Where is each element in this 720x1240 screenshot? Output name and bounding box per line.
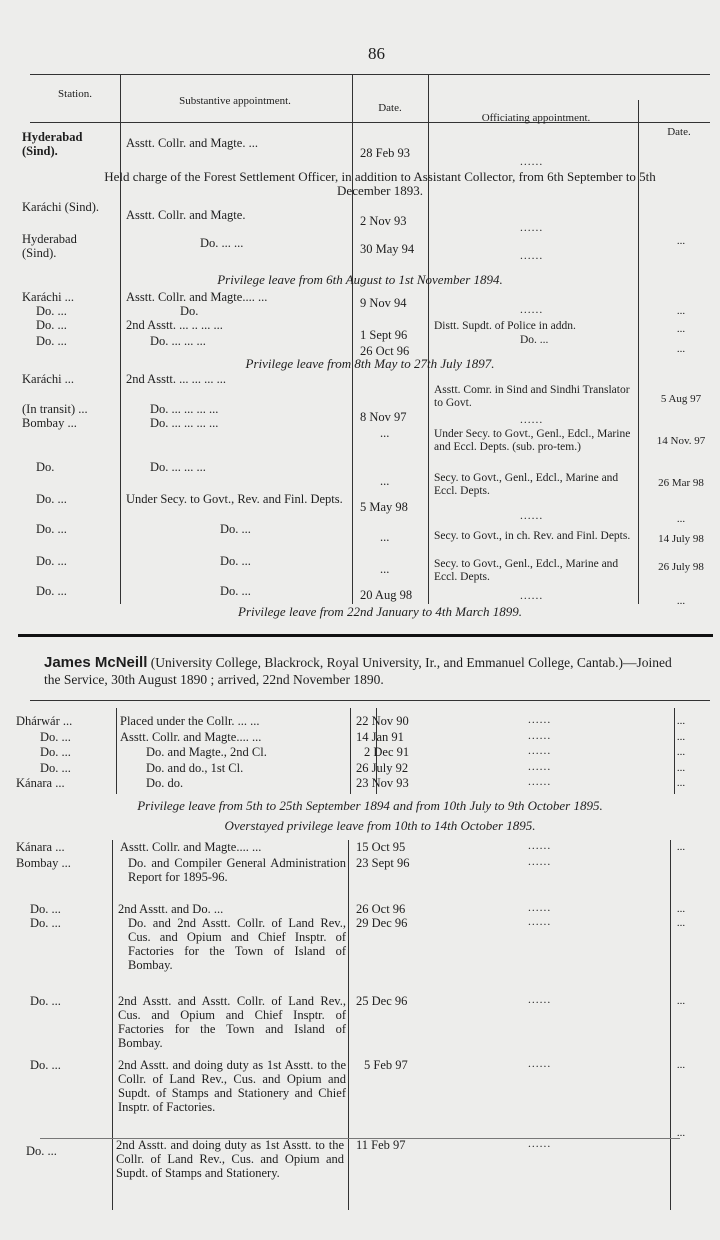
- section2-top-rule: [30, 700, 710, 701]
- table-row: [0, 916, 720, 992]
- substantive-cell: Do. ... ... ...: [150, 460, 206, 474]
- substantive-cell: Do. ... ... ... ...: [150, 402, 219, 416]
- substantive-cell: 2nd Asstt. ... ... ... ...: [126, 372, 227, 386]
- date-cell: 2 Nov 93: [360, 214, 407, 228]
- officiating-cell: ......: [528, 761, 552, 773]
- officer-entry: [44, 654, 684, 688]
- substantive-cell: Do. and Magte., 2nd Cl.: [146, 745, 267, 759]
- date2-cell: ...: [676, 235, 686, 247]
- date2-cell: ...: [676, 323, 686, 335]
- substantive-cell: 2nd Asstt. and Do. ...: [118, 902, 224, 916]
- date-cell: ...: [380, 530, 390, 544]
- date-cell: 15 Oct 95: [356, 840, 406, 854]
- officiating-cell: ......: [528, 840, 552, 852]
- officiating-cell: Secy. to Govt., Genl., Edcl., Marine and Eccl. Depts.: [434, 558, 619, 583]
- table-row: [0, 232, 720, 264]
- officiating-cell: ......: [520, 304, 544, 316]
- station-cell: Hyderabad (Sind).: [22, 232, 77, 260]
- substantive-cell: Do. ... ...: [200, 236, 244, 250]
- station-cell: Do. ...: [40, 761, 71, 775]
- substantive-cell: Asstt. Collr. and Magte.... ...: [126, 290, 268, 304]
- table-row: [0, 584, 720, 607]
- officiating-cell: Asstt. Comr. in Sind and Sindhi Translator to Govt.: [434, 384, 630, 409]
- date-cell: 14 Jan 91: [356, 730, 404, 744]
- header-officiating: Officiating appointment.: [481, 112, 591, 124]
- date-cell: 26 July 92: [356, 761, 409, 775]
- station-cell: Karáchi ...: [22, 372, 75, 386]
- substantive-cell: 2nd Asstt. and Asstt. Collr. of Land Rev., Cus. and Opium and Chief Insptr. of Factories for the Town and Island of Bombay.: [118, 994, 346, 1050]
- date-cell: 9 Nov 94: [360, 296, 407, 310]
- station-cell: Do. ...: [36, 304, 67, 318]
- substantive-cell: Do. do.: [146, 776, 184, 790]
- date2-cell: ...: [676, 595, 686, 607]
- substantive-cell: Asstt. Collr. and Magte.... ...: [120, 840, 262, 854]
- table-row: [0, 994, 720, 1054]
- date2-cell: 14 July 98: [658, 533, 704, 545]
- station-cell: Do. ...: [30, 1058, 61, 1072]
- date-cell: 26 Oct 96: [356, 902, 406, 916]
- date2-cell: 26 July 98: [658, 561, 704, 573]
- date2-cell: ...: [676, 841, 686, 853]
- officiating-cell: ......: [520, 414, 544, 426]
- officiating-cell: Secy. to Govt., Genl., Edcl., Marine and Eccl. Depts.: [434, 472, 619, 497]
- date-cell: 25 Dec 96: [356, 994, 408, 1008]
- officer-details: (University College, Blackrock, Royal University, Ir., and Emmanuel College, Cantab.)—Joined the Service, 30th August 1890 ; arrived, 22nd November 1890.: [44, 655, 672, 687]
- date-cell: 23 Sept 96: [356, 856, 410, 870]
- station-cell: Do. ...: [36, 318, 67, 332]
- officiating-cell: ......: [520, 510, 544, 522]
- substantive-cell: Asstt. Collr. and Magte.... ...: [120, 730, 262, 744]
- officiating-cell: ......: [520, 222, 544, 234]
- officiating-cell: Do. ...: [520, 334, 549, 346]
- note-privilege-leave-2: Privilege leave from 8th May to 27th July 1897.: [245, 356, 495, 371]
- officiating-cell: ......: [528, 994, 552, 1006]
- date2-cell: ...: [676, 343, 686, 355]
- date2-cell: ...: [676, 731, 686, 743]
- note-privilege-leave-3: Privilege leave from 22nd January to 4th March 1899.: [238, 604, 522, 619]
- date2-cell: ...: [676, 1059, 686, 1071]
- officiating-cell: ......: [528, 916, 552, 928]
- station-cell: Bombay ...: [16, 856, 71, 870]
- date-cell: 26 Oct 96: [360, 344, 410, 358]
- date2-cell: ...: [676, 903, 686, 915]
- table-row: [0, 492, 720, 525]
- substantive-cell: Asstt. Collr. and Magte. ...: [126, 136, 258, 150]
- officiating-cell: ......: [528, 730, 552, 742]
- substantive-cell: 2nd Asstt. ... .. ... ...: [126, 318, 223, 332]
- note-forest-settlement: Held charge of the Forest Settlement Officer, in addition to Assistant Collector, from 6th September to 5th December 1893.: [104, 169, 656, 198]
- substantive-cell: Under Secy. to Govt., Rev. and Finl. Depts.: [126, 492, 343, 506]
- date2-cell: 14 Nov. 97: [656, 435, 706, 447]
- substantive-cell: Do. ... ... ...: [150, 334, 206, 348]
- table-row: [0, 776, 720, 794]
- officiating-cell: ......: [528, 856, 552, 868]
- officiating-cell: ......: [528, 1058, 552, 1070]
- substantive-cell: 2nd Asstt. and doing duty as 1st Asstt. to the Collr. of Land Rev., Cus. and Opium and Supdt. of Stamps and Stationery and Chief Insptr. of Factories.: [118, 1058, 346, 1114]
- officiating-cell: Secy. to Govt., in ch. Rev. and Finl. Depts.: [434, 530, 631, 542]
- station-cell: Karáchi (Sind).: [22, 200, 100, 214]
- date2-cell: 5 Aug 97: [660, 393, 702, 405]
- page-number: 86: [368, 44, 385, 63]
- station-cell: Kánara ...: [16, 776, 65, 790]
- note-privilege-leave-1: Privilege leave from 6th August to 1st November 1894.: [217, 272, 503, 287]
- date2-cell: ...: [676, 917, 686, 929]
- date2-cell: ...: [676, 305, 686, 317]
- officiating-cell: ......: [528, 1138, 552, 1150]
- note-privilege-leave-4: Privilege leave from 5th to 25th September 1894 and from 10th July to 9th October 1895.: [137, 798, 603, 813]
- station-cell: Do. ...: [30, 916, 61, 930]
- substantive-cell: Do. and Compiler General Administration Report for 1895-96.: [128, 856, 346, 884]
- substantive-cell: Do. ... ... ... ...: [150, 416, 219, 430]
- header-top-rule: [30, 74, 710, 75]
- date2-cell: ...: [676, 777, 686, 789]
- table-row: [0, 334, 720, 358]
- station-cell: Do. ...: [36, 334, 67, 348]
- officiating-cell: Distt. Supdt. of Police in addn.: [434, 320, 576, 332]
- date-cell: 1 Sept 96: [360, 328, 408, 342]
- date2-cell: ...: [676, 715, 686, 727]
- substantive-cell: Placed under the Collr. ... ...: [120, 714, 260, 728]
- officer-name: James McNeill: [44, 654, 148, 671]
- date-cell: 29 Dec 96: [356, 916, 408, 930]
- table-row: [0, 1058, 720, 1134]
- date-cell: 20 Aug 98: [360, 588, 413, 602]
- station-cell: Do. ...: [30, 994, 61, 1008]
- date-cell: 8 Nov 97: [360, 410, 407, 424]
- date-cell: 2 Dec 91: [364, 745, 410, 759]
- date2-cell: ...: [676, 1127, 686, 1139]
- date-cell: 23 Nov 93: [356, 776, 409, 790]
- station-cell: Kánara ...: [16, 840, 65, 854]
- date-cell: ...: [380, 426, 390, 440]
- header-station: Station.: [58, 88, 92, 100]
- substantive-cell: Do. ...: [220, 584, 251, 598]
- table-row: [0, 1127, 720, 1208]
- station-cell: Karáchi ...: [22, 290, 75, 304]
- table-row: [0, 200, 720, 232]
- substantive-cell: Do. and 2nd Asstt. Collr. of Land Rev., Cus. and Opium and Chief Insptr. of Factories for the Town of Island of Bombay.: [128, 916, 346, 972]
- station-cell: Do. ...: [40, 745, 71, 759]
- officiating-cell: ......: [528, 714, 552, 726]
- officiating-cell: ......: [520, 156, 544, 168]
- table-row: [0, 856, 720, 904]
- substantive-cell: Do. and do., 1st Cl.: [146, 761, 244, 775]
- date-cell: 28 Feb 93: [360, 146, 410, 160]
- station-cell: Do. ...: [36, 522, 67, 536]
- date-cell: ...: [380, 474, 390, 488]
- substantive-cell: Asstt. Collr. and Magte.: [126, 208, 246, 222]
- station-cell: (In transit) ...: [22, 402, 88, 416]
- station-cell: Do. ...: [36, 554, 67, 568]
- table-row: [0, 460, 720, 497]
- station-cell: Do. ...: [26, 1144, 57, 1158]
- header-date: Date.: [378, 102, 402, 114]
- date-cell: 30 May 94: [360, 242, 415, 256]
- station-cell: Bombay ...: [22, 416, 77, 430]
- table-row: [0, 130, 720, 168]
- header-substantive: Substantive appointment.: [179, 95, 291, 107]
- date2-cell: ...: [676, 762, 686, 774]
- table-row: [0, 522, 720, 552]
- substantive-cell: 2nd Asstt. and doing duty as 1st Asstt. to the Collr. of Land Rev., Cus. and Opium and Supdt. of Stamps and Stationery.: [116, 1138, 344, 1180]
- substantive-cell: Do. ...: [220, 554, 251, 568]
- date2-cell: 26 Mar 98: [658, 477, 704, 489]
- date2-cell: ...: [676, 513, 686, 525]
- section-divider: [18, 634, 713, 637]
- date-cell: 5 Feb 97: [364, 1058, 408, 1072]
- date-cell: 5 May 98: [360, 500, 408, 514]
- date-cell: 11 Feb 97: [356, 1138, 406, 1152]
- station-cell: Do. ...: [30, 902, 61, 916]
- officiating-cell: Under Secy. to Govt., Genl., Edcl., Marine and Eccl. Depts. (sub. pro-tem.): [434, 428, 631, 453]
- substantive-cell: Do.: [180, 304, 199, 318]
- date-cell: ...: [380, 562, 390, 576]
- date2-cell: ...: [676, 746, 686, 758]
- officiating-cell: ......: [520, 250, 544, 262]
- station-cell: Do. ...: [36, 492, 67, 506]
- substantive-cell: Do. ...: [220, 522, 251, 536]
- officiating-cell: ......: [528, 776, 552, 788]
- station-cell: Do.: [36, 460, 55, 474]
- station-cell: Do. ...: [40, 730, 71, 744]
- date-cell: 22 Nov 90: [356, 714, 409, 728]
- date2-cell: ...: [676, 995, 686, 1007]
- table-row: [0, 416, 720, 460]
- note-overstayed-leave: Overstayed privilege leave from 10th to 14th October 1895.: [224, 818, 536, 833]
- officiating-cell: ......: [528, 745, 552, 757]
- header-date-2: Date.: [667, 126, 691, 138]
- officiating-cell: ......: [520, 590, 544, 602]
- station-cell: Dhárwár ...: [16, 714, 73, 728]
- table-row: [0, 554, 720, 584]
- station-cell: Hyderabad (Sind).: [22, 130, 83, 158]
- officiating-cell: ......: [528, 902, 552, 914]
- station-cell: Do. ...: [36, 584, 67, 598]
